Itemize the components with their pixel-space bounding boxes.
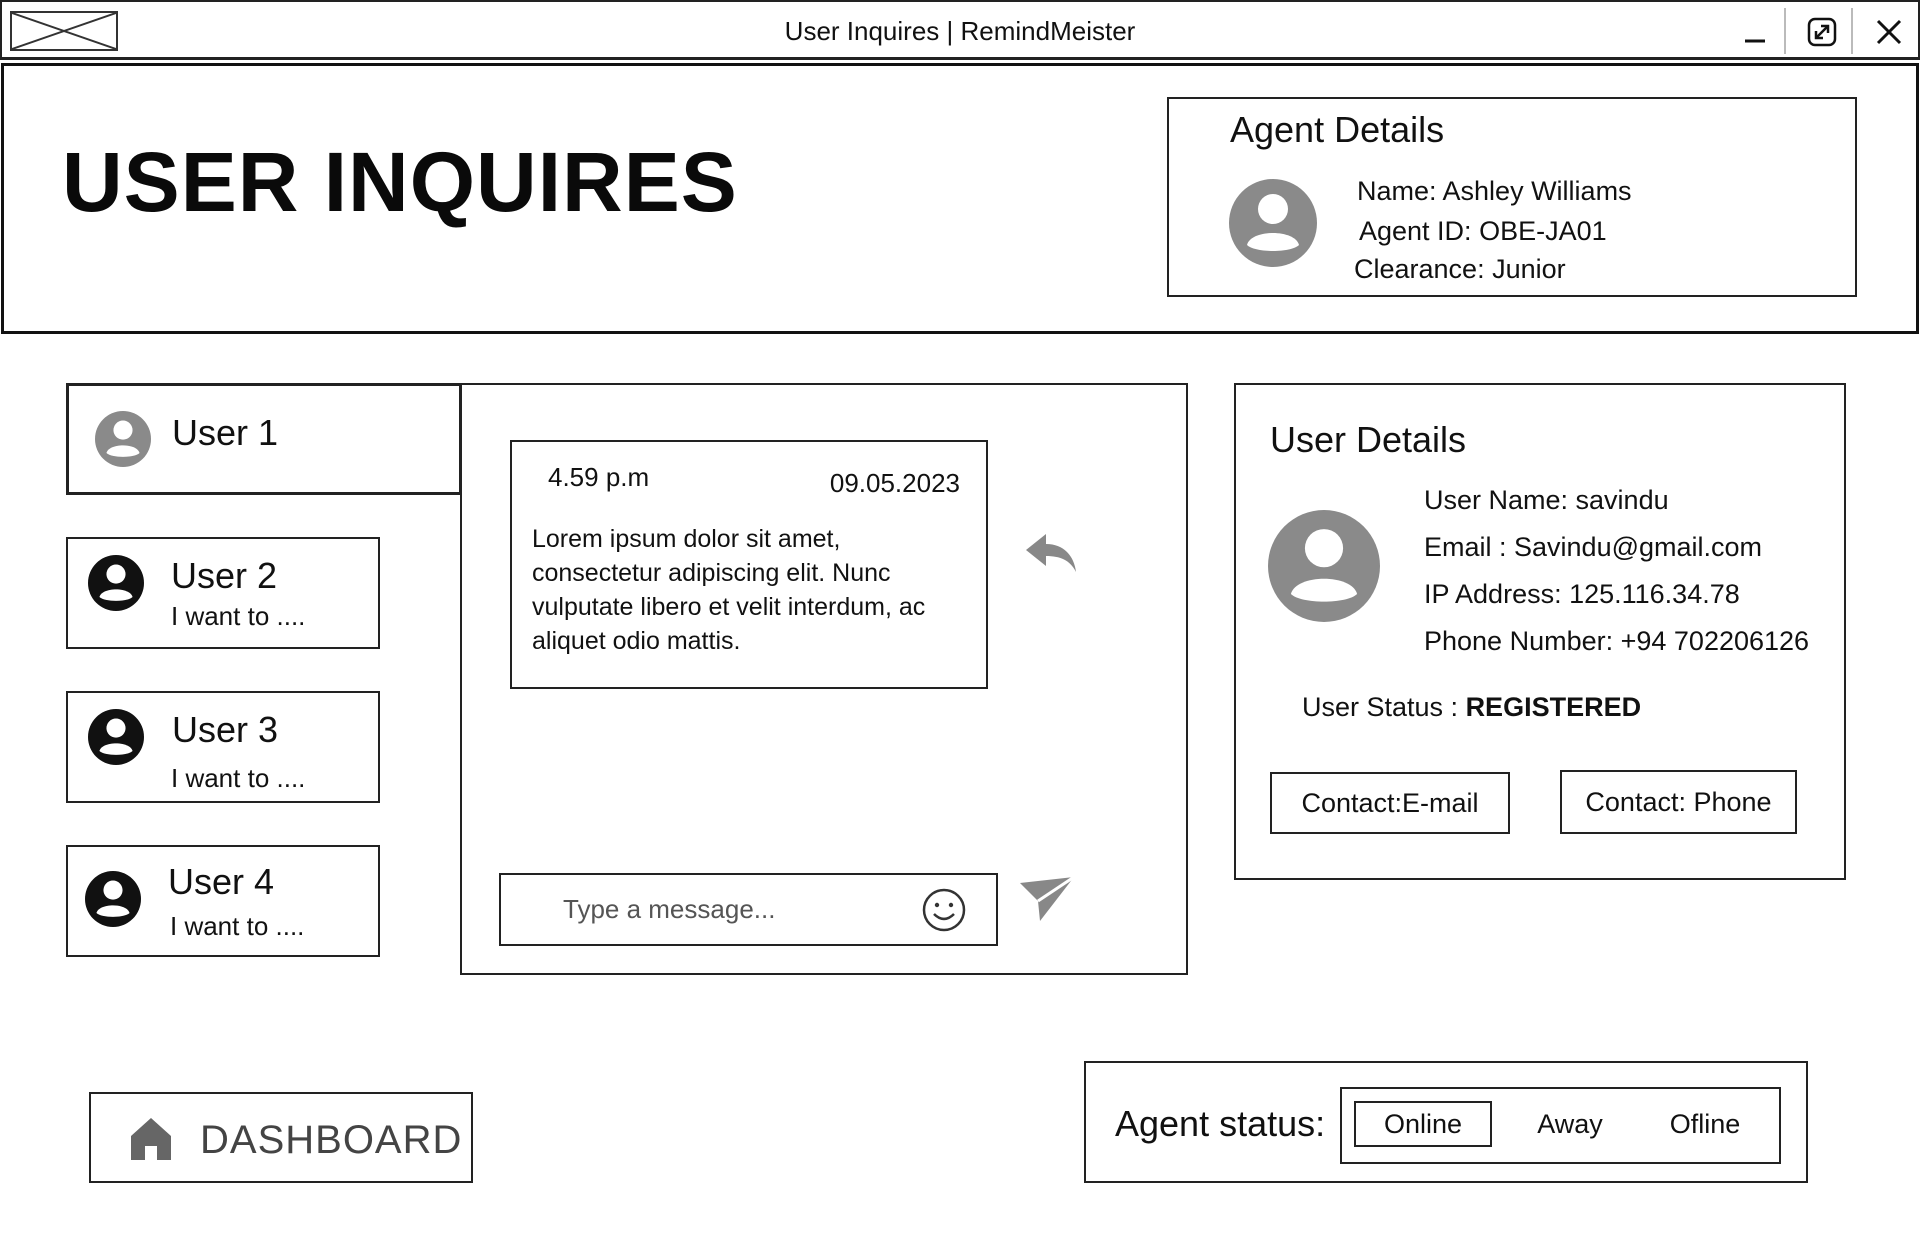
user-ip-field: IP Address: 125.116.34.78: [1424, 579, 1740, 609]
message-time: 4.59 p.m: [548, 462, 650, 492]
status-option-offline[interactable]: Ofline: [1669, 1108, 1741, 1139]
titlebar-divider: [1784, 8, 1786, 54]
agent-clearance: Clearance: Junior: [1354, 254, 1566, 284]
message-input-box: [499, 873, 998, 946]
user-message-preview: I want to ....: [171, 601, 306, 631]
minimize-button[interactable]: [1732, 10, 1778, 54]
reply-button[interactable]: [1024, 530, 1078, 581]
user-status-label: User Status :: [1302, 692, 1466, 722]
agent-status-toggle: [1340, 1087, 1781, 1164]
user-name-field: User Name: savindu: [1424, 485, 1669, 515]
maximize-button[interactable]: [1799, 10, 1845, 54]
user-status-value: REGISTERED: [1465, 692, 1642, 722]
window-title: User Inquires | RemindMeister: [784, 16, 1136, 46]
user-name: User 1: [172, 412, 279, 453]
user-list-item-3[interactable]: [66, 691, 380, 803]
message-date: 09.05.2023: [829, 468, 960, 498]
close-button[interactable]: [1866, 10, 1912, 54]
dashboard-label: DASHBOARD: [200, 1118, 463, 1162]
chat-message: [510, 440, 988, 689]
agent-name: Name: Ashley Williams: [1357, 176, 1632, 206]
user-message-preview: I want to ....: [170, 911, 305, 941]
user-name: User 2: [171, 555, 278, 596]
agent-status-panel: [1084, 1061, 1808, 1183]
titlebar-divider: [1851, 8, 1853, 54]
contact-email-button[interactable]: Contact:E-mail: [1270, 772, 1510, 834]
agent-details-card: [1167, 97, 1857, 297]
user-details-avatar-icon: [1268, 510, 1380, 627]
user-list-item-4[interactable]: [66, 845, 380, 957]
user-name: User 4: [168, 861, 275, 902]
user-details-panel: [1234, 383, 1846, 880]
agent-status-label: Agent status:: [1115, 1103, 1326, 1144]
page-title: USER INQUIRES: [62, 135, 738, 229]
send-icon: [1018, 875, 1076, 923]
user-avatar-icon: [85, 871, 141, 932]
status-option-online[interactable]: Online: [1354, 1101, 1492, 1147]
user-list-item-1[interactable]: [66, 383, 462, 495]
user-list-item-2[interactable]: [66, 537, 380, 649]
user-phone-field: Phone Number: +94 702206126: [1424, 626, 1810, 656]
user-avatar-icon: [88, 555, 144, 616]
contact-phone-button[interactable]: Contact: Phone: [1560, 770, 1797, 834]
close-icon: [1874, 17, 1904, 47]
user-avatar-icon: [95, 411, 151, 472]
user-name: User 3: [172, 709, 279, 750]
user-email-field: Email : Savindu@gmail.com: [1424, 532, 1763, 562]
minimize-icon: [1740, 17, 1770, 47]
user-message-preview: I want to ....: [171, 763, 306, 793]
title-bar: [0, 0, 1920, 60]
agent-id: Agent ID: OBE-JA01: [1359, 216, 1607, 246]
reply-icon: [1024, 530, 1078, 576]
home-icon: [129, 1116, 173, 1167]
chat-panel: [460, 383, 1188, 975]
user-status: [1302, 692, 1641, 723]
message-input[interactable]: [503, 877, 893, 942]
status-option-away[interactable]: Away: [1537, 1108, 1603, 1139]
send-button[interactable]: [1018, 875, 1076, 928]
header-panel: [1, 63, 1919, 334]
emoji-button[interactable]: [921, 887, 967, 938]
user-avatar-icon: [88, 709, 144, 770]
message-body: Lorem ipsum dolor sit amet, consectetur adipiscing elit. Nunc vulputate libero et velit interdum, ac aliquet odio mattis.: [532, 525, 926, 655]
agent-details-title: Agent Details: [1230, 109, 1445, 150]
expand-icon: [1806, 16, 1838, 48]
dashboard-button[interactable]: [89, 1092, 473, 1183]
smiley-icon: [921, 887, 967, 933]
agent-avatar-icon: [1229, 179, 1317, 272]
user-details-title: User Details: [1270, 419, 1467, 460]
